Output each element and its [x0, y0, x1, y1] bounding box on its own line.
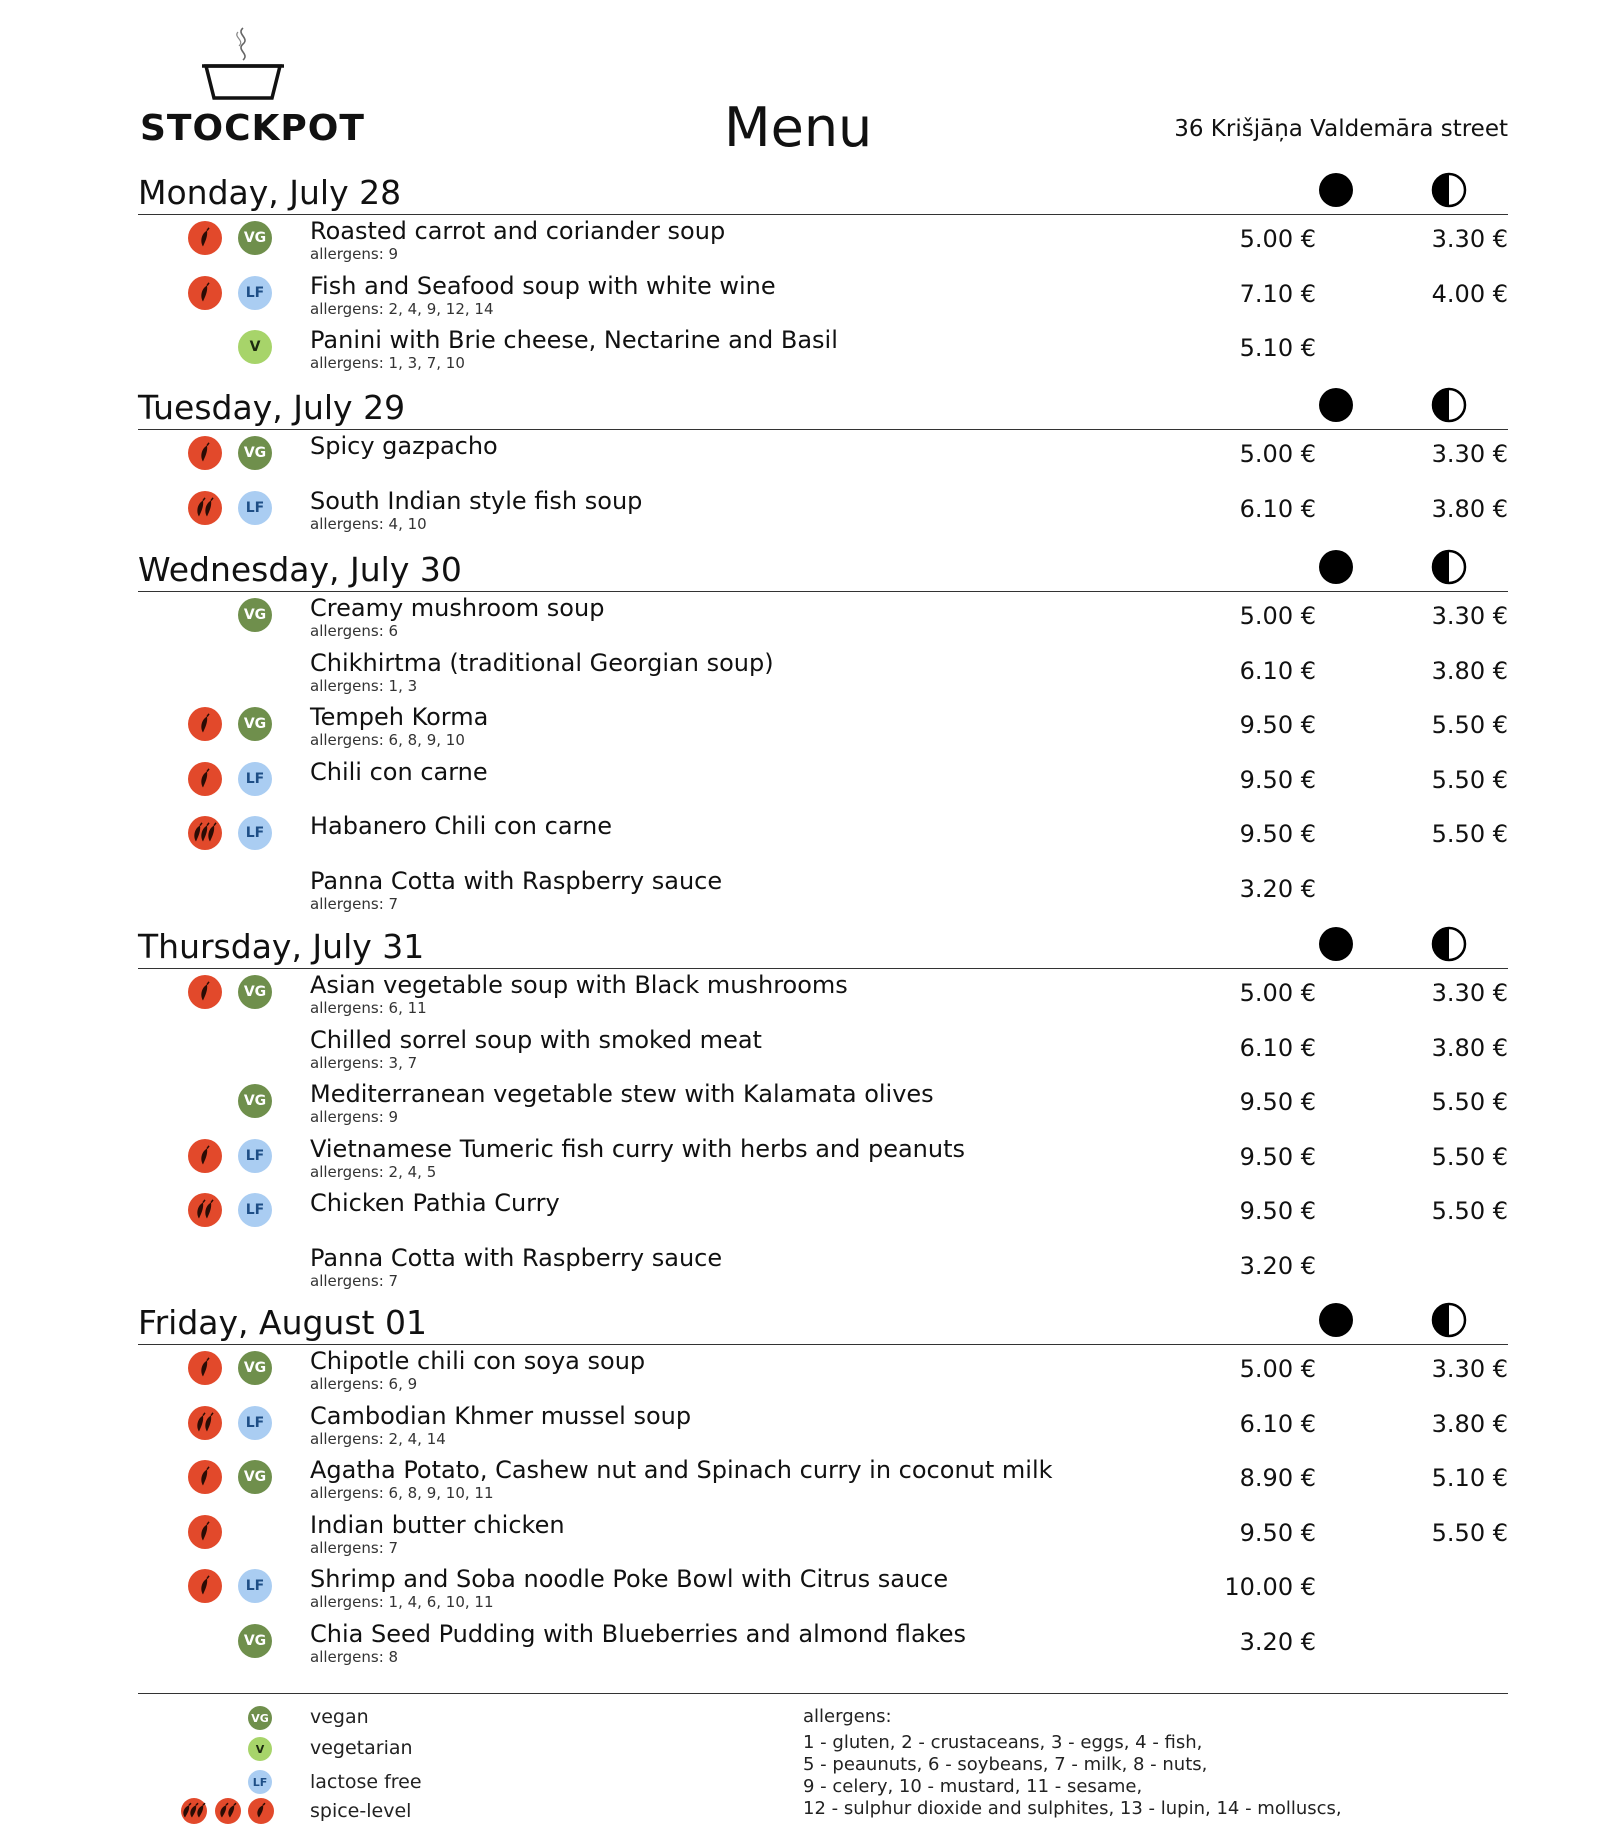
legend-vegan: vegan [310, 1706, 369, 1728]
dish-name: Indian butter chicken [310, 1510, 565, 1539]
spice-level-1-icon [188, 707, 222, 741]
dish [310, 1565, 948, 1611]
allergens-line: 9 - celery, 10 - mustard, 11 - sesame, [803, 1776, 1143, 1797]
price-half: 5.10 € [1431, 1464, 1508, 1492]
dish-allergens: allergens: 6, 11 [310, 999, 427, 1017]
vegan-badge-icon: VG [238, 707, 272, 741]
menu-item [138, 1024, 1508, 1079]
price-half: 5.50 € [1431, 1518, 1508, 1547]
half-portion-icon [1431, 172, 1467, 208]
price-full: 9.50 € [1239, 765, 1316, 794]
dish-allergens: allergens: 2, 4, 14 [310, 1429, 446, 1448]
dish-allergens: allergens: 1, 3 [310, 676, 418, 695]
dish [310, 594, 604, 640]
legend [138, 1693, 1508, 1834]
menu-item [138, 865, 1508, 920]
price-half: 3.30 € [1431, 225, 1508, 253]
dish [310, 1620, 966, 1666]
day-section [138, 383, 1508, 539]
dish-name: Tempeh Korma [310, 703, 489, 731]
menu-item [138, 1187, 1508, 1242]
spice-level-3-icon [181, 1798, 207, 1824]
menu-item [138, 647, 1508, 702]
menu-item [138, 270, 1508, 325]
dish [310, 649, 774, 695]
price-full: 6.10 € [1239, 1409, 1316, 1438]
lactose-free-badge-icon: LF [238, 762, 272, 796]
dish-allergens: allergens: 6, 8, 9, 10, 11 [310, 1484, 494, 1502]
item-badges [188, 1084, 288, 1120]
menu-item [138, 1509, 1508, 1564]
lactose-free-badge-icon: LF [248, 1770, 272, 1794]
dish-allergens: allergens: 7 [310, 1538, 399, 1557]
menu-item [138, 592, 1508, 647]
price-full: 8.90 € [1239, 1464, 1316, 1492]
lactose-free-badge-icon: LF [238, 1569, 272, 1603]
item-badges [188, 598, 288, 634]
item-badges [188, 436, 288, 472]
dish-allergens: allergens: 7 [310, 1271, 399, 1290]
legend-vegetarian: vegetarian [310, 1737, 413, 1759]
item-badges [188, 1193, 288, 1229]
vegan-badge-icon: VG [238, 1351, 272, 1385]
dish-name: South Indian style fish soup [310, 486, 643, 515]
dish-name: Spicy gazpacho [310, 432, 498, 460]
item-badges [188, 1139, 288, 1175]
lactose-free-badge-icon: LF [238, 276, 272, 310]
dish-name: Creamy mushroom soup [310, 594, 605, 622]
dish-name: Chia Seed Pudding with Blueberries and almond flakes [310, 1619, 967, 1648]
day-section [138, 922, 1508, 1296]
lactose-free-badge-icon: LF [238, 816, 272, 850]
price-half: 3.80 € [1431, 656, 1508, 685]
price-full: 3.20 € [1239, 1251, 1316, 1280]
dish-name: Chilled sorrel soup with smoked meat [310, 1025, 762, 1054]
menu-item [138, 485, 1508, 540]
item-badges [188, 1569, 288, 1605]
price-full: 5.00 € [1239, 225, 1316, 253]
item-badges [188, 1248, 288, 1284]
menu-item [138, 1400, 1508, 1455]
dish-name: Agatha Potato, Cashew nut and Spinach curry in coconut milk [310, 1456, 1053, 1484]
allergens-line: 1 - gluten, 2 - crustaceans, 3 - eggs, 4 - fish, [803, 1732, 1203, 1753]
allergens-line: 12 - sulphur dioxide and sulphites, 13 - lupin, 14 - molluscs, [803, 1798, 1342, 1819]
day-header [138, 383, 1508, 430]
item-badges [188, 707, 288, 743]
dish-allergens: allergens: 3, 7 [310, 1053, 418, 1072]
price-full: 10.00 € [1224, 1573, 1316, 1601]
full-portion-icon [1318, 387, 1354, 423]
dish [310, 272, 776, 318]
menu-item [138, 1618, 1508, 1673]
item-badges [188, 653, 288, 689]
dish [310, 971, 848, 1017]
dish-name: Habanero Chili con carne [310, 812, 612, 840]
spice-level-1-icon [188, 1139, 222, 1173]
price-half: 5.50 € [1431, 711, 1508, 739]
day-header [138, 922, 1508, 969]
dish-name: Vietnamese Tumeric fish curry with herbs and peanuts [310, 1134, 966, 1163]
half-portion-icon [1431, 1302, 1467, 1338]
item-badges [188, 276, 288, 312]
menu-item [138, 810, 1508, 865]
dish-allergens: allergens: 7 [310, 894, 399, 913]
item-badges [188, 1406, 288, 1442]
menu-item [138, 430, 1508, 485]
price-full: 5.00 € [1239, 440, 1316, 468]
dish [310, 1135, 965, 1181]
item-badges [188, 1030, 288, 1066]
price-half: 3.80 € [1431, 494, 1508, 523]
spice-level-1-icon [188, 1569, 222, 1603]
vegan-badge-icon: VG [238, 221, 272, 255]
spice-level-1-icon [188, 1351, 222, 1385]
day-section [138, 545, 1508, 919]
spice-level-2-icon [188, 491, 222, 525]
price-half: 3.30 € [1431, 602, 1508, 630]
price-half: 3.30 € [1431, 1355, 1508, 1383]
price-full: 5.00 € [1239, 979, 1316, 1007]
menu-item [138, 1454, 1508, 1509]
dish-name: Shrimp and Soba noodle Poke Bowl with Citrus sauce [310, 1565, 949, 1593]
dish [310, 1511, 565, 1557]
vegan-badge-icon: VG [238, 975, 272, 1009]
pot-icon [198, 26, 288, 106]
item-badges [188, 330, 288, 366]
dish-allergens: allergens: 6 [310, 622, 399, 640]
item-badges [188, 871, 288, 907]
spice-level-1-icon [188, 276, 222, 310]
price-full: 6.10 € [1239, 656, 1316, 685]
price-full: 9.50 € [1239, 1142, 1316, 1171]
dish-name: Chipotle chili con soya soup [310, 1347, 646, 1375]
item-badges [188, 1515, 288, 1551]
dish [310, 432, 498, 460]
stockpot-logo [138, 24, 365, 154]
dish-name: Chili con carne [310, 757, 488, 786]
menu-item [138, 1345, 1508, 1400]
spice-level-1-icon [188, 221, 222, 255]
dish-allergens: allergens: 6, 8, 9, 10 [310, 731, 465, 749]
item-badges [188, 1351, 288, 1387]
day-section [138, 1298, 1508, 1672]
allergens-line: 5 - peaunuts, 6 - soybeans, 7 - milk, 8 - nuts, [803, 1754, 1208, 1775]
spice-level-1-icon [188, 762, 222, 796]
day-title: Wednesday, July 30 [138, 550, 462, 589]
address: 36 Krišjāņa Valdemāra street [1174, 116, 1508, 142]
dish-allergens: allergens: 4, 10 [310, 514, 427, 533]
dish-name: Fish and Seafood soup with white wine [310, 271, 776, 300]
price-full: 6.10 € [1239, 1033, 1316, 1062]
day-header [138, 168, 1508, 215]
dish [310, 217, 725, 263]
brand-name: STOCKPOT [140, 108, 365, 149]
price-full: 3.20 € [1239, 874, 1316, 903]
price-full: 6.10 € [1239, 494, 1316, 523]
price-half: 4.00 € [1431, 279, 1508, 308]
vegan-badge-icon: VG [238, 1624, 272, 1658]
menu-item [138, 701, 1508, 756]
dish-name: Asian vegetable soup with Black mushrooms [310, 971, 848, 999]
dish [310, 1026, 762, 1072]
item-badges [188, 816, 288, 852]
dish [310, 1080, 934, 1126]
price-half: 3.30 € [1431, 979, 1508, 1007]
dish [310, 1347, 645, 1393]
dish-allergens: allergens: 9 [310, 1108, 399, 1126]
dish-name: Chikhirtma (traditional Georgian soup) [310, 648, 774, 677]
price-half: 3.80 € [1431, 1409, 1508, 1438]
vegan-badge-icon: VG [238, 436, 272, 470]
price-full: 3.20 € [1239, 1627, 1316, 1656]
dish-allergens: allergens: 1, 3, 7, 10 [310, 354, 465, 372]
price-full: 9.50 € [1239, 1197, 1316, 1225]
spice-level-2-icon [215, 1798, 241, 1824]
price-full: 9.50 € [1239, 711, 1316, 739]
dish-allergens: allergens: 1, 4, 6, 10, 11 [310, 1593, 494, 1611]
spice-level-1-icon [188, 1460, 222, 1494]
price-half: 5.50 € [1431, 1197, 1508, 1225]
vegan-badge-icon: VG [248, 1706, 272, 1730]
price-half: 5.50 € [1431, 820, 1508, 848]
dish-name: Panini with Brie cheese, Nectarine and Basil [310, 326, 838, 354]
price-full: 7.10 € [1239, 279, 1316, 308]
dish-allergens: allergens: 8 [310, 1647, 399, 1666]
lactose-free-badge-icon: LF [238, 1139, 272, 1173]
vegan-badge-icon: VG [238, 598, 272, 632]
lactose-free-badge-icon: LF [238, 491, 272, 525]
spice-level-1-icon [188, 1515, 222, 1549]
menu-item [138, 1242, 1508, 1297]
price-half: 5.50 € [1431, 1088, 1508, 1116]
day-header [138, 545, 1508, 592]
menu-item [138, 756, 1508, 811]
dish [310, 703, 488, 749]
vegetarian-badge-icon: V [238, 330, 272, 364]
price-full: 9.50 € [1239, 820, 1316, 848]
spice-level-2-icon [188, 1406, 222, 1440]
allergens-title: allergens: [803, 1706, 892, 1727]
full-portion-icon [1318, 549, 1354, 585]
price-full: 5.10 € [1239, 334, 1316, 362]
day-title: Thursday, July 31 [138, 927, 425, 966]
price-full: 9.50 € [1239, 1518, 1316, 1547]
spice-level-1-icon [188, 436, 222, 470]
day-header [138, 1298, 1508, 1345]
legend-spice-level: spice-level [310, 1800, 412, 1822]
vegan-badge-icon: VG [238, 1084, 272, 1118]
legend-lactose-free: lactose free [310, 1771, 422, 1793]
full-portion-icon [1318, 172, 1354, 208]
price-half: 3.80 € [1431, 1033, 1508, 1062]
item-badges [188, 1460, 288, 1496]
menu-item [138, 324, 1508, 379]
item-badges [188, 1624, 288, 1660]
half-portion-icon [1431, 926, 1467, 962]
price-full: 5.00 € [1239, 602, 1316, 630]
dish-name: Panna Cotta with Raspberry sauce [310, 866, 723, 895]
page-title: Menu [724, 96, 873, 159]
lactose-free-badge-icon: LF [238, 1406, 272, 1440]
menu-item [138, 1133, 1508, 1188]
day-title: Tuesday, July 29 [138, 388, 406, 427]
vegan-badge-icon: VG [238, 1460, 272, 1494]
half-portion-icon [1431, 549, 1467, 585]
full-portion-icon [1318, 926, 1354, 962]
dish-allergens: allergens: 2, 4, 5 [310, 1162, 437, 1181]
dish-allergens: allergens: 2, 4, 9, 12, 14 [310, 299, 494, 318]
dish-name: Chicken Pathia Curry [310, 1189, 560, 1217]
dish-allergens: allergens: 6, 9 [310, 1375, 418, 1393]
lactose-free-badge-icon: LF [238, 1193, 272, 1227]
dish-name: Roasted carrot and coriander soup [310, 217, 726, 245]
spice-level-2-icon [188, 1193, 222, 1227]
half-portion-icon [1431, 387, 1467, 423]
price-half: 3.30 € [1431, 440, 1508, 468]
menu-item [138, 1078, 1508, 1133]
item-badges [188, 221, 288, 257]
dish [310, 1189, 560, 1217]
day-section [138, 168, 1508, 379]
item-badges [188, 975, 288, 1011]
vegetarian-badge-icon: V [248, 1737, 272, 1761]
full-portion-icon [1318, 1302, 1354, 1338]
dish [310, 1456, 1053, 1502]
dish [310, 326, 838, 372]
dish-name: Cambodian Khmer mussel soup [310, 1401, 692, 1430]
menu-item [138, 215, 1508, 270]
spice-level-1-icon [188, 975, 222, 1009]
item-badges [188, 762, 288, 798]
dish-name: Panna Cotta with Raspberry sauce [310, 1243, 723, 1272]
price-full: 9.50 € [1239, 1088, 1316, 1116]
dish [310, 487, 642, 533]
dish [310, 1244, 722, 1290]
dish-allergens: allergens: 9 [310, 245, 399, 263]
menu-item [138, 1563, 1508, 1618]
dish-name: Mediterranean vegetable stew with Kalamata olives [310, 1080, 934, 1108]
day-title: Friday, August 01 [138, 1303, 427, 1342]
price-half: 5.50 € [1431, 765, 1508, 794]
price-half: 5.50 € [1431, 1142, 1508, 1171]
menu-item [138, 969, 1508, 1024]
spice-level-3-icon [188, 816, 222, 850]
day-title: Monday, July 28 [138, 173, 402, 212]
dish [310, 812, 612, 840]
spice-level-1-icon [248, 1798, 274, 1824]
item-badges [188, 491, 288, 527]
dish [310, 867, 722, 913]
dish [310, 1402, 691, 1448]
price-full: 5.00 € [1239, 1355, 1316, 1383]
dish [310, 758, 488, 786]
